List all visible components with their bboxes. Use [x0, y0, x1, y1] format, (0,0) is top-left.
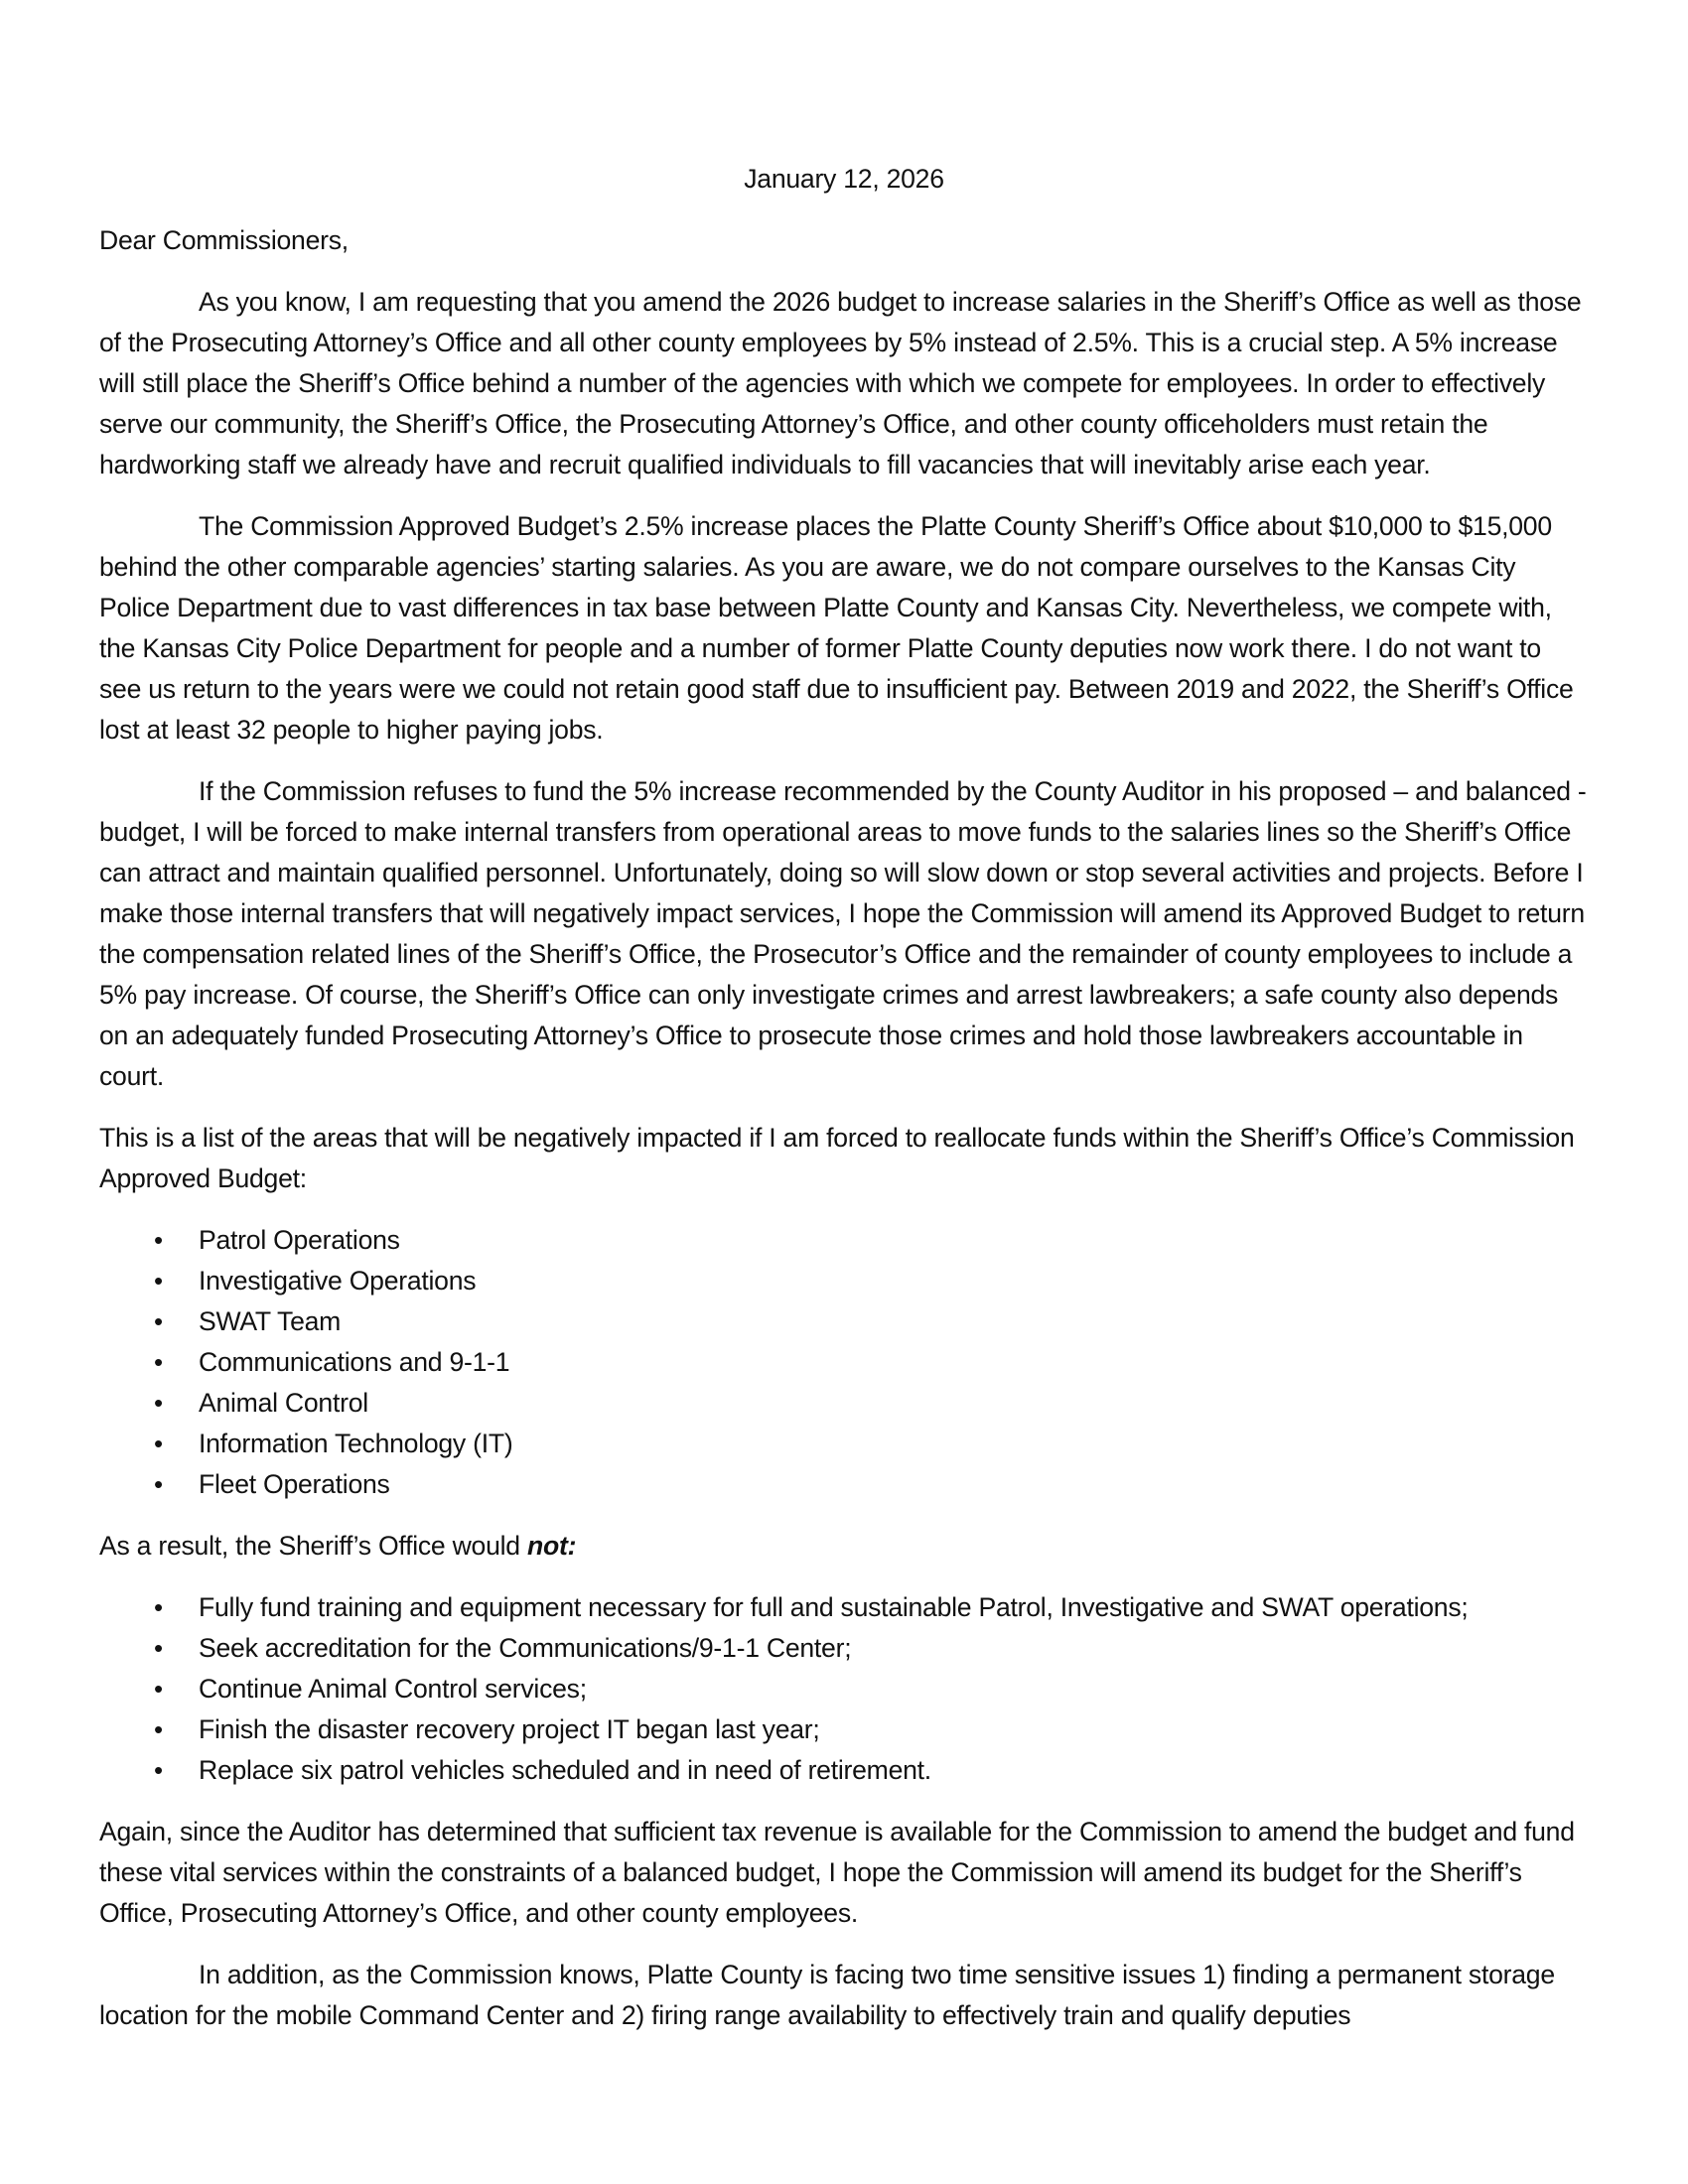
list-item: • Patrol Operations: [99, 1220, 1589, 1261]
impacted-areas-list: [99, 1220, 1589, 1505]
consequences-list: [99, 1587, 1589, 1791]
bullet-icon: •: [154, 1633, 163, 1663]
bullet-icon: •: [154, 1306, 163, 1336]
paragraph-addition: In addition, as the Commission knows, Platte County is facing two time sensitive issues 1) finding a permanent storage location for the mobile Command Center and 2) firing range availability to effectively train and qualify deputies: [99, 1960, 1555, 2030]
letter-date: January 12, 2026: [744, 164, 944, 194]
letter-body: [99, 159, 1589, 2057]
paragraph-salary-comparison: The Commission Approved Budget’s 2.5% increase places the Platte County Sheriff’s Office about $10,000 to $15,000 behind the other comparable agencies’ starting salaries. As you are aware, we do not compare ourselves to the Kansas City Police Department due to vast differences in tax base between Platte County and Kansas City. Nevertheless, we compete with, the Kansas City Police Department for people and a number of former Platte County deputies now work there. I do not want to see us return to the years were we could not retain good staff due to insufficient pay. Between 2019 and 2022, the Sheriff’s Office lost at least 32 people to higher paying jobs.: [99, 511, 1574, 745]
bullet-icon: •: [154, 1755, 163, 1785]
bullet-icon: •: [154, 1429, 163, 1458]
bullet-icon: •: [154, 1225, 163, 1255]
paragraph-again: Again, since the Auditor has determined that sufficient tax revenue is available for the Commission to amend the budget and fund these vital services within the constraints of a balanced budget, I hope the Commission will amend its budget for the Sheriff’s Office, Prosecuting Attorney’s Office, and other county employees.: [99, 1817, 1575, 1928]
paragraph-request: As you know, I am requesting that you amend the 2026 budget to increase salaries in the Sheriff’s Office as well as those of the Prosecuting Attorney’s Office and all other county employees by 5% instead of 2.5%. This is a crucial step. A 5% increase will still place the Sheriff’s Office behind a number of the agencies with which we compete for employees. In order to effectively serve our community, the Sheriff’s Office, the Prosecuting Attorney’s Office, and other county officeholders must retain the hardworking staff we already have and recruit qualified individuals to fill vacancies that will inevitably arise each year.: [99, 287, 1582, 479]
bullet-icon: •: [154, 1714, 163, 1744]
list-item: • Animal Control: [99, 1383, 1589, 1424]
list-item: • Fully fund training and equipment necessary for full and sustainable Patrol, Investigative and SWAT operations;: [99, 1587, 1589, 1628]
list-item: • Continue Animal Control services;: [99, 1669, 1589, 1709]
bullet-icon: •: [154, 1388, 163, 1418]
paragraph-list-intro: This is a list of the areas that will be negatively impacted if I am forced to reallocate funds within the Sheriff’s Office’s Commission Approved Budget:: [99, 1123, 1575, 1193]
paragraph-result-intro: As a result, the Sheriff’s Office would not:: [99, 1531, 577, 1561]
list-item: • Fleet Operations: [99, 1464, 1589, 1505]
bullet-icon: •: [154, 1266, 163, 1296]
list-item: • Information Technology (IT): [99, 1424, 1589, 1464]
list-item: • Seek accreditation for the Communications/9-1-1 Center;: [99, 1628, 1589, 1669]
bullet-icon: •: [154, 1469, 163, 1499]
bullet-icon: •: [154, 1347, 163, 1377]
list-item: • SWAT Team: [99, 1301, 1589, 1342]
list-item: • Communications and 9-1-1: [99, 1342, 1589, 1383]
salutation: Dear Commissioners,: [99, 225, 349, 255]
list-item: • Replace six patrol vehicles scheduled and in need of retirement.: [99, 1750, 1589, 1791]
emphasis-not: not:: [526, 1531, 577, 1561]
list-item: • Investigative Operations: [99, 1261, 1589, 1301]
list-item: • Finish the disaster recovery project IT began last year;: [99, 1709, 1589, 1750]
paragraph-internal-transfers: If the Commission refuses to fund the 5% increase recommended by the County Auditor in his proposed – and balanced - budget, I will be forced to make internal transfers from operational areas to move funds to the salaries lines so the Sheriff’s Office can attract and maintain qualified personnel. Unfortunately, doing so will slow down or stop several activities and projects. Before I make those internal transfers that will negatively impact services, I hope the Commission will amend its Approved Budget to return the compensation related lines of the Sheriff’s Office, the Prosecutor’s Office and the remainder of county employees to include a 5% pay increase. Of course, the Sheriff’s Office can only investigate crimes and arrest lawbreakers; a safe county also depends on an adequately funded Prosecuting Attorney’s Office to prosecute those crimes and hold those lawbreakers accountable in court.: [99, 776, 1587, 1091]
bullet-icon: •: [154, 1674, 163, 1704]
bullet-icon: •: [154, 1592, 163, 1622]
